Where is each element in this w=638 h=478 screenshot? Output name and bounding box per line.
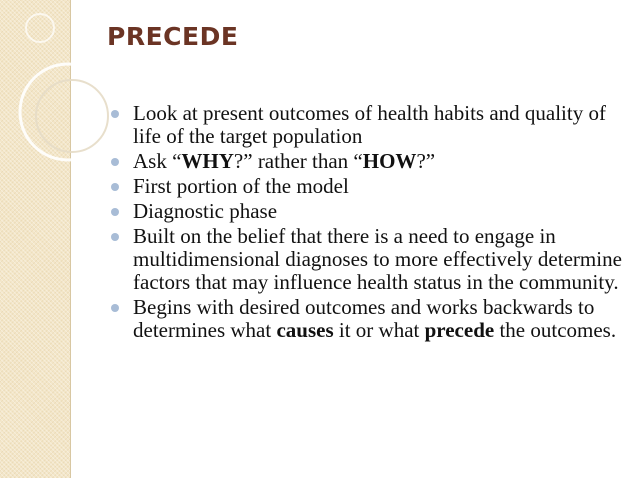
bullet-bold-precede: precede	[424, 318, 495, 342]
ring-small	[26, 14, 54, 42]
bullet-text-pre: Ask “	[133, 149, 182, 173]
bullet-dot-icon	[111, 183, 119, 191]
bullet-dot-icon	[111, 208, 119, 216]
bullet-bold-how: HOW	[362, 149, 417, 173]
list-item	[107, 296, 632, 342]
bullet-dot-icon	[111, 304, 119, 312]
bullet-list	[107, 102, 632, 344]
bullet-text-post: the outcomes.	[494, 318, 617, 342]
list-item	[107, 225, 632, 294]
bullet-text: First portion of the model	[133, 174, 349, 198]
list-item	[107, 102, 632, 148]
bullet-text: Built on the belief that there is a need to engage in multidimensional diagnoses to more effectively determine factors that may influence health status in the community.	[133, 224, 622, 294]
bullet-text: Diagnostic phase	[133, 199, 278, 223]
ring-inner	[36, 80, 108, 152]
list-item	[107, 150, 632, 173]
bullet-bold-why: WHY	[181, 149, 234, 173]
bullet-text-mid: ?” rather than “	[233, 149, 363, 173]
bullet-dot-icon	[111, 158, 119, 166]
ring-outer	[20, 64, 116, 160]
bullet-text-post: ?”	[416, 149, 436, 173]
bullet-dot-icon	[111, 110, 119, 118]
bullet-dot-icon	[111, 233, 119, 241]
bullet-text-mid: it or what	[333, 318, 425, 342]
list-item	[107, 200, 632, 223]
slide-title: PRECEDE	[107, 22, 239, 51]
list-item	[107, 175, 632, 198]
bullet-text-pre: Begins with desired outcomes and works backwards to determines what	[133, 295, 595, 342]
bullet-text: Look at present outcomes of health habits and quality of life of the target population	[133, 101, 606, 148]
bullet-bold-causes: causes	[276, 318, 334, 342]
